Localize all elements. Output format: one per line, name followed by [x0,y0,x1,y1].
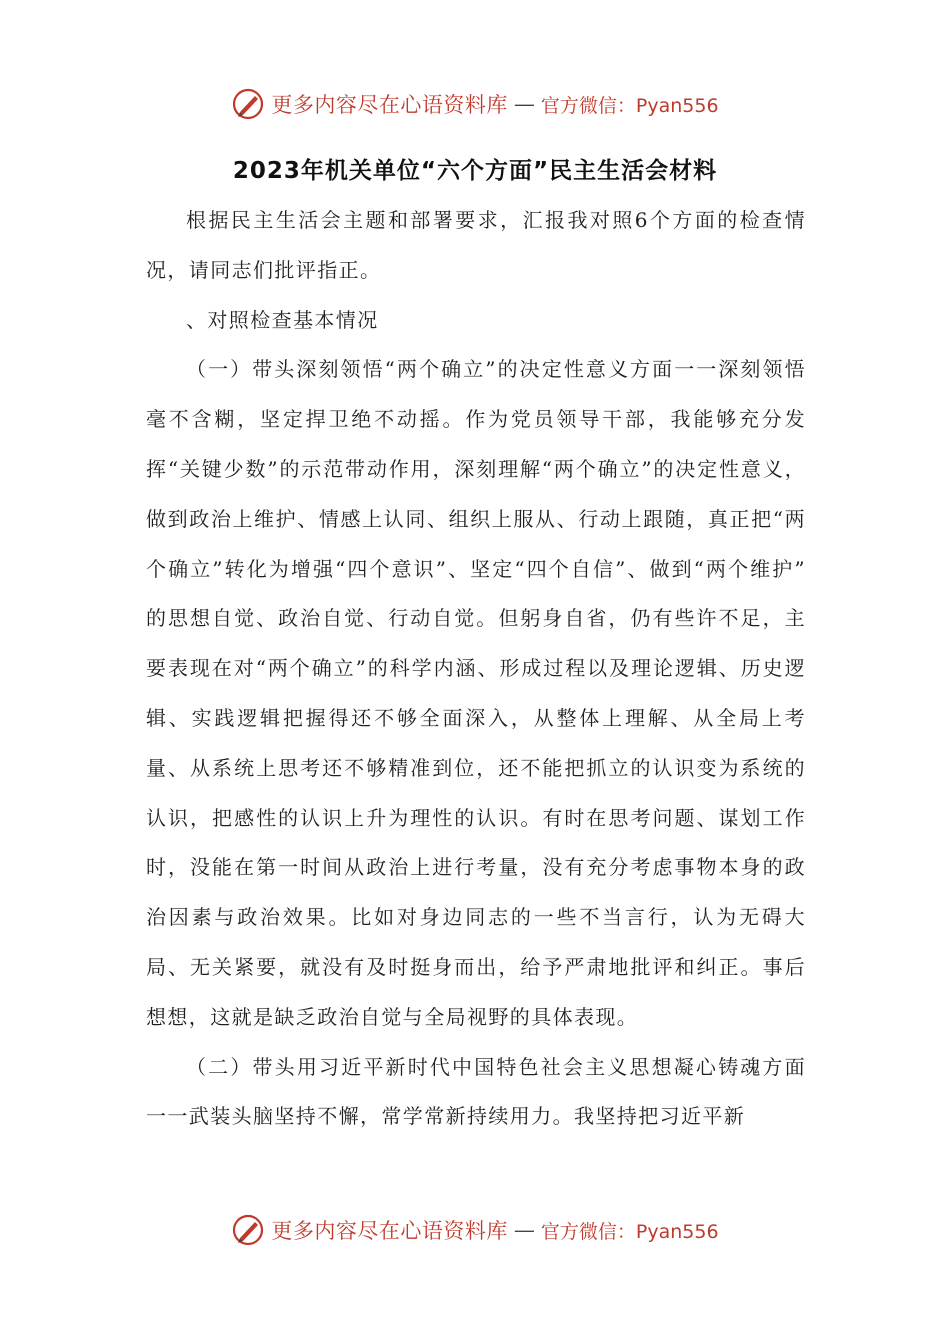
paragraph-section-1: （一）带头深刻领悟“两个确立”的决定性意义方面一一深刻领悟毫不含糊，坚定捍卫绝不动摇。作为党员领导干部，我能够充分发挥“关键少数”的示范带动作用，深刻理解“两个确立”的决定性意义，做到政治上维护、情感上认同、组织上服从、行动上跟随，真正把“两个确立”转化为增强“四个意识”、坚定“四个自信”、做到“两个维护” 的思想自觉、政治自觉、行动自觉。但躬身自省，仍有些许不足，主要表现在对“两个确立”的科学内涵、形成过程以及理论逻辑、历史逻辑、实践逻辑把握得还不够全面深入，从整体上理解、从全局上考量、从系统上思考还不够精准到位，还不能把抓立的认识变为系统的认识，把感性的认识上升为理性的认识。有时在思考问题、谋划工作时，没能在第一时间从政治上进行考量，没有充分考虑事物本身的政治因素与政治效果。比如对身边同志的一些不当言行，认为无碍大局、无关紧要，就没有及时挺身而出，给予严肃地批评和纠正。事后想想，这就是缺乏政治自觉与全局视野的具体表现。 [146,357,806,1029]
document-title: 2023年机关单位“六个方面”民主生活会材料 [232,158,718,184]
paragraph-intro: 根据民主生活会主题和部署要求，汇报我对照6个方面的检查情况，请同志们批评指正。 [146,208,806,282]
bottom-banner [0,1210,950,1250]
section-heading: 、对照检查基本情况 [186,307,379,332]
banner-text: 更多内容尽在心语资料库 [271,1219,508,1243]
banner-wechat: 官方微信：Pyan556 [540,94,719,117]
top-banner [0,84,950,124]
banner-wechat: 官方微信：Pyan556 [540,1220,719,1243]
pen-logo-icon [231,1213,265,1247]
pen-logo-icon [231,87,265,121]
banner-text: 更多内容尽在心语资料库 [271,93,508,117]
document-body [146,196,806,1142]
paragraph-section-2: （二）带头用习近平新时代中国特色社会主义思想凝心铸魂方面一一武装头脑坚持不懈，常学常新持续用力。我坚持把习近平新 [146,1054,806,1129]
banner-separator: — [513,92,535,116]
banner-separator: — [513,1218,535,1242]
